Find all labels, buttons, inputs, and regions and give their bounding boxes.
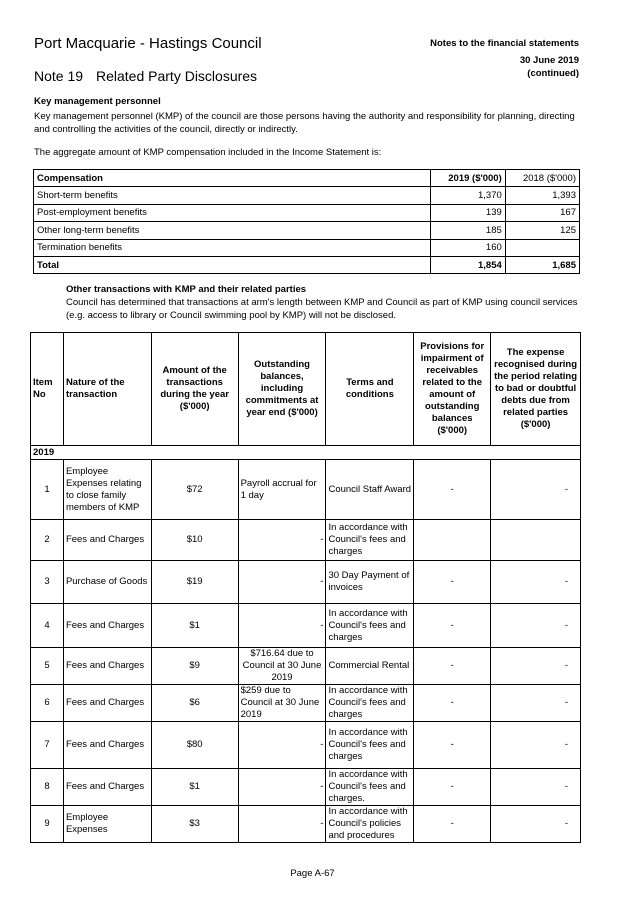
outstanding: - xyxy=(238,806,326,843)
year-2019-header: 2019 ($'000) xyxy=(431,170,506,187)
nature: Purchase of Goods xyxy=(63,561,151,604)
terms: In accordance with Council's fees and charges xyxy=(326,685,414,722)
terms: In accordance with Council's fees and charges xyxy=(326,722,414,769)
item-no: 1 xyxy=(31,460,64,520)
header-outstanding: Outstanding balances, including commitments at year end ($'000) xyxy=(238,333,326,446)
row-value: 1,393 xyxy=(505,187,579,204)
outstanding: - xyxy=(238,561,326,604)
row-value: 1,370 xyxy=(431,187,506,204)
outstanding: - xyxy=(238,722,326,769)
aggregate-text: The aggregate amount of KMP compensation included in the Income Statement is: xyxy=(34,147,382,158)
amount: $1 xyxy=(151,769,238,806)
amount: $10 xyxy=(151,520,238,561)
header-expense: The expense recognised during the period relating to bad or doubtful debts due from related parties ($'000) xyxy=(491,333,581,446)
header-provisions: Provisions for impairment of receivables related to the amount of outstanding balances ($'000) xyxy=(414,333,491,446)
table-row xyxy=(31,722,581,769)
item-no: 6 xyxy=(31,685,64,722)
amount: $6 xyxy=(151,685,238,722)
expense: - xyxy=(491,648,581,685)
outstanding: Payroll accrual for 1 day xyxy=(238,460,326,520)
nature: Fees and Charges xyxy=(63,520,151,561)
expense: - xyxy=(491,561,581,604)
outstanding: $259 due to Council at 30 June 2019 xyxy=(238,685,326,722)
total-label: Total xyxy=(34,256,431,273)
other-transactions-paragraph: Council has determined that transactions at arm's length between KMP and Council as part of KMP using council services (e.g. access to library or Council swimming pool by KMP) will not be disclosed. xyxy=(66,297,578,321)
table-row xyxy=(31,769,581,806)
header-item-no: Item No xyxy=(31,333,64,446)
notes-title: Notes to the financial statements xyxy=(430,38,579,49)
note-title: Related Party Disclosures xyxy=(96,68,258,84)
terms: Council Staff Award xyxy=(326,460,414,520)
item-no: 8 xyxy=(31,769,64,806)
amount: $19 xyxy=(151,561,238,604)
amount: $80 xyxy=(151,722,238,769)
provisions: - xyxy=(414,604,491,648)
outstanding: - xyxy=(238,604,326,648)
table-row xyxy=(31,460,581,520)
note-heading xyxy=(34,68,257,84)
table-row xyxy=(31,561,581,604)
provisions xyxy=(414,520,491,561)
row-value xyxy=(505,239,579,256)
page-number: Page A-67 xyxy=(290,868,335,879)
table-row xyxy=(34,204,580,221)
kmp-heading: Key management personnel xyxy=(34,96,161,107)
provisions: - xyxy=(414,769,491,806)
outstanding: - xyxy=(238,520,326,561)
year-row xyxy=(31,446,581,460)
header-nature: Nature of the transaction xyxy=(63,333,151,446)
table-row xyxy=(31,806,581,843)
total-value: 1,685 xyxy=(505,256,579,273)
nature: Fees and Charges xyxy=(63,648,151,685)
row-value: 139 xyxy=(431,204,506,221)
expense: - xyxy=(491,685,581,722)
provisions: - xyxy=(414,722,491,769)
table-row xyxy=(34,222,580,239)
item-no: 5 xyxy=(31,648,64,685)
table-row xyxy=(31,648,581,685)
provisions: - xyxy=(414,460,491,520)
other-transactions-heading: Other transactions with KMP and their related parties xyxy=(66,284,307,295)
row-label: Termination benefits xyxy=(34,239,431,256)
compensation-table xyxy=(33,169,580,274)
row-label: Post-employment benefits xyxy=(34,204,431,221)
row-label: Short-term benefits xyxy=(34,187,431,204)
row-value: 125 xyxy=(505,222,579,239)
continued-label: (continued) xyxy=(527,68,579,79)
row-label: Other long-term benefits xyxy=(34,222,431,239)
nature: Fees and Charges xyxy=(63,604,151,648)
note-number: Note 19 xyxy=(34,68,84,84)
table-row xyxy=(31,520,581,561)
item-no: 2 xyxy=(31,520,64,561)
compensation-header: Compensation xyxy=(34,170,431,187)
expense: - xyxy=(491,460,581,520)
terms: In accordance with Council's fees and charges. xyxy=(326,769,414,806)
expense: - xyxy=(491,769,581,806)
provisions: - xyxy=(414,648,491,685)
item-no: 9 xyxy=(31,806,64,843)
report-date: 30 June 2019 xyxy=(519,55,579,66)
year-label: 2019 xyxy=(31,446,581,460)
expense: - xyxy=(491,722,581,769)
amount: $1 xyxy=(151,604,238,648)
terms: In accordance with Council's fees and charges xyxy=(326,604,414,648)
header-amount: Amount of the transactions during the year ($'000) xyxy=(151,333,238,446)
row-value: 185 xyxy=(431,222,506,239)
expense: - xyxy=(491,806,581,843)
total-row xyxy=(34,256,580,273)
outstanding: - xyxy=(238,769,326,806)
item-no: 7 xyxy=(31,722,64,769)
table-row xyxy=(31,604,581,648)
year-2018-header: 2018 ($'000) xyxy=(505,170,579,187)
total-value: 1,854 xyxy=(431,256,506,273)
nature: Employee Expenses relating to close family members of KMP xyxy=(63,460,151,520)
terms: 30 Day Payment of invoices xyxy=(326,561,414,604)
item-no: 4 xyxy=(31,604,64,648)
amount: $72 xyxy=(151,460,238,520)
table-row xyxy=(31,685,581,722)
transactions-table xyxy=(30,332,581,843)
council-name: Port Macquarie - Hastings Council xyxy=(34,35,262,52)
kmp-paragraph: Key management personnel (KMP) of the council are those persons having the authority and responsibility for planning, directing and controlling the activities of the council, directly or indirectly. xyxy=(34,111,575,135)
amount: $9 xyxy=(151,648,238,685)
nature: Fees and Charges xyxy=(63,769,151,806)
amount: $3 xyxy=(151,806,238,843)
provisions: - xyxy=(414,685,491,722)
row-value: 160 xyxy=(431,239,506,256)
header-terms: Terms and conditions xyxy=(326,333,414,446)
transactions-header-row xyxy=(31,333,581,446)
nature: Fees and Charges xyxy=(63,685,151,722)
table-row xyxy=(34,239,580,256)
provisions: - xyxy=(414,806,491,843)
outstanding: $716.64 due to Council at 30 June 2019 xyxy=(238,648,326,685)
table-row xyxy=(34,187,580,204)
expense: - xyxy=(491,604,581,648)
nature: Fees and Charges xyxy=(63,722,151,769)
compensation-header-row xyxy=(34,170,580,187)
terms: Commercial Rental xyxy=(326,648,414,685)
provisions: - xyxy=(414,561,491,604)
expense xyxy=(491,520,581,561)
row-value: 167 xyxy=(505,204,579,221)
terms: In accordance with Council's fees and charges xyxy=(326,520,414,561)
item-no: 3 xyxy=(31,561,64,604)
terms: In accordance with Council's policies and procedures xyxy=(326,806,414,843)
nature: Employee Expenses xyxy=(63,806,151,843)
